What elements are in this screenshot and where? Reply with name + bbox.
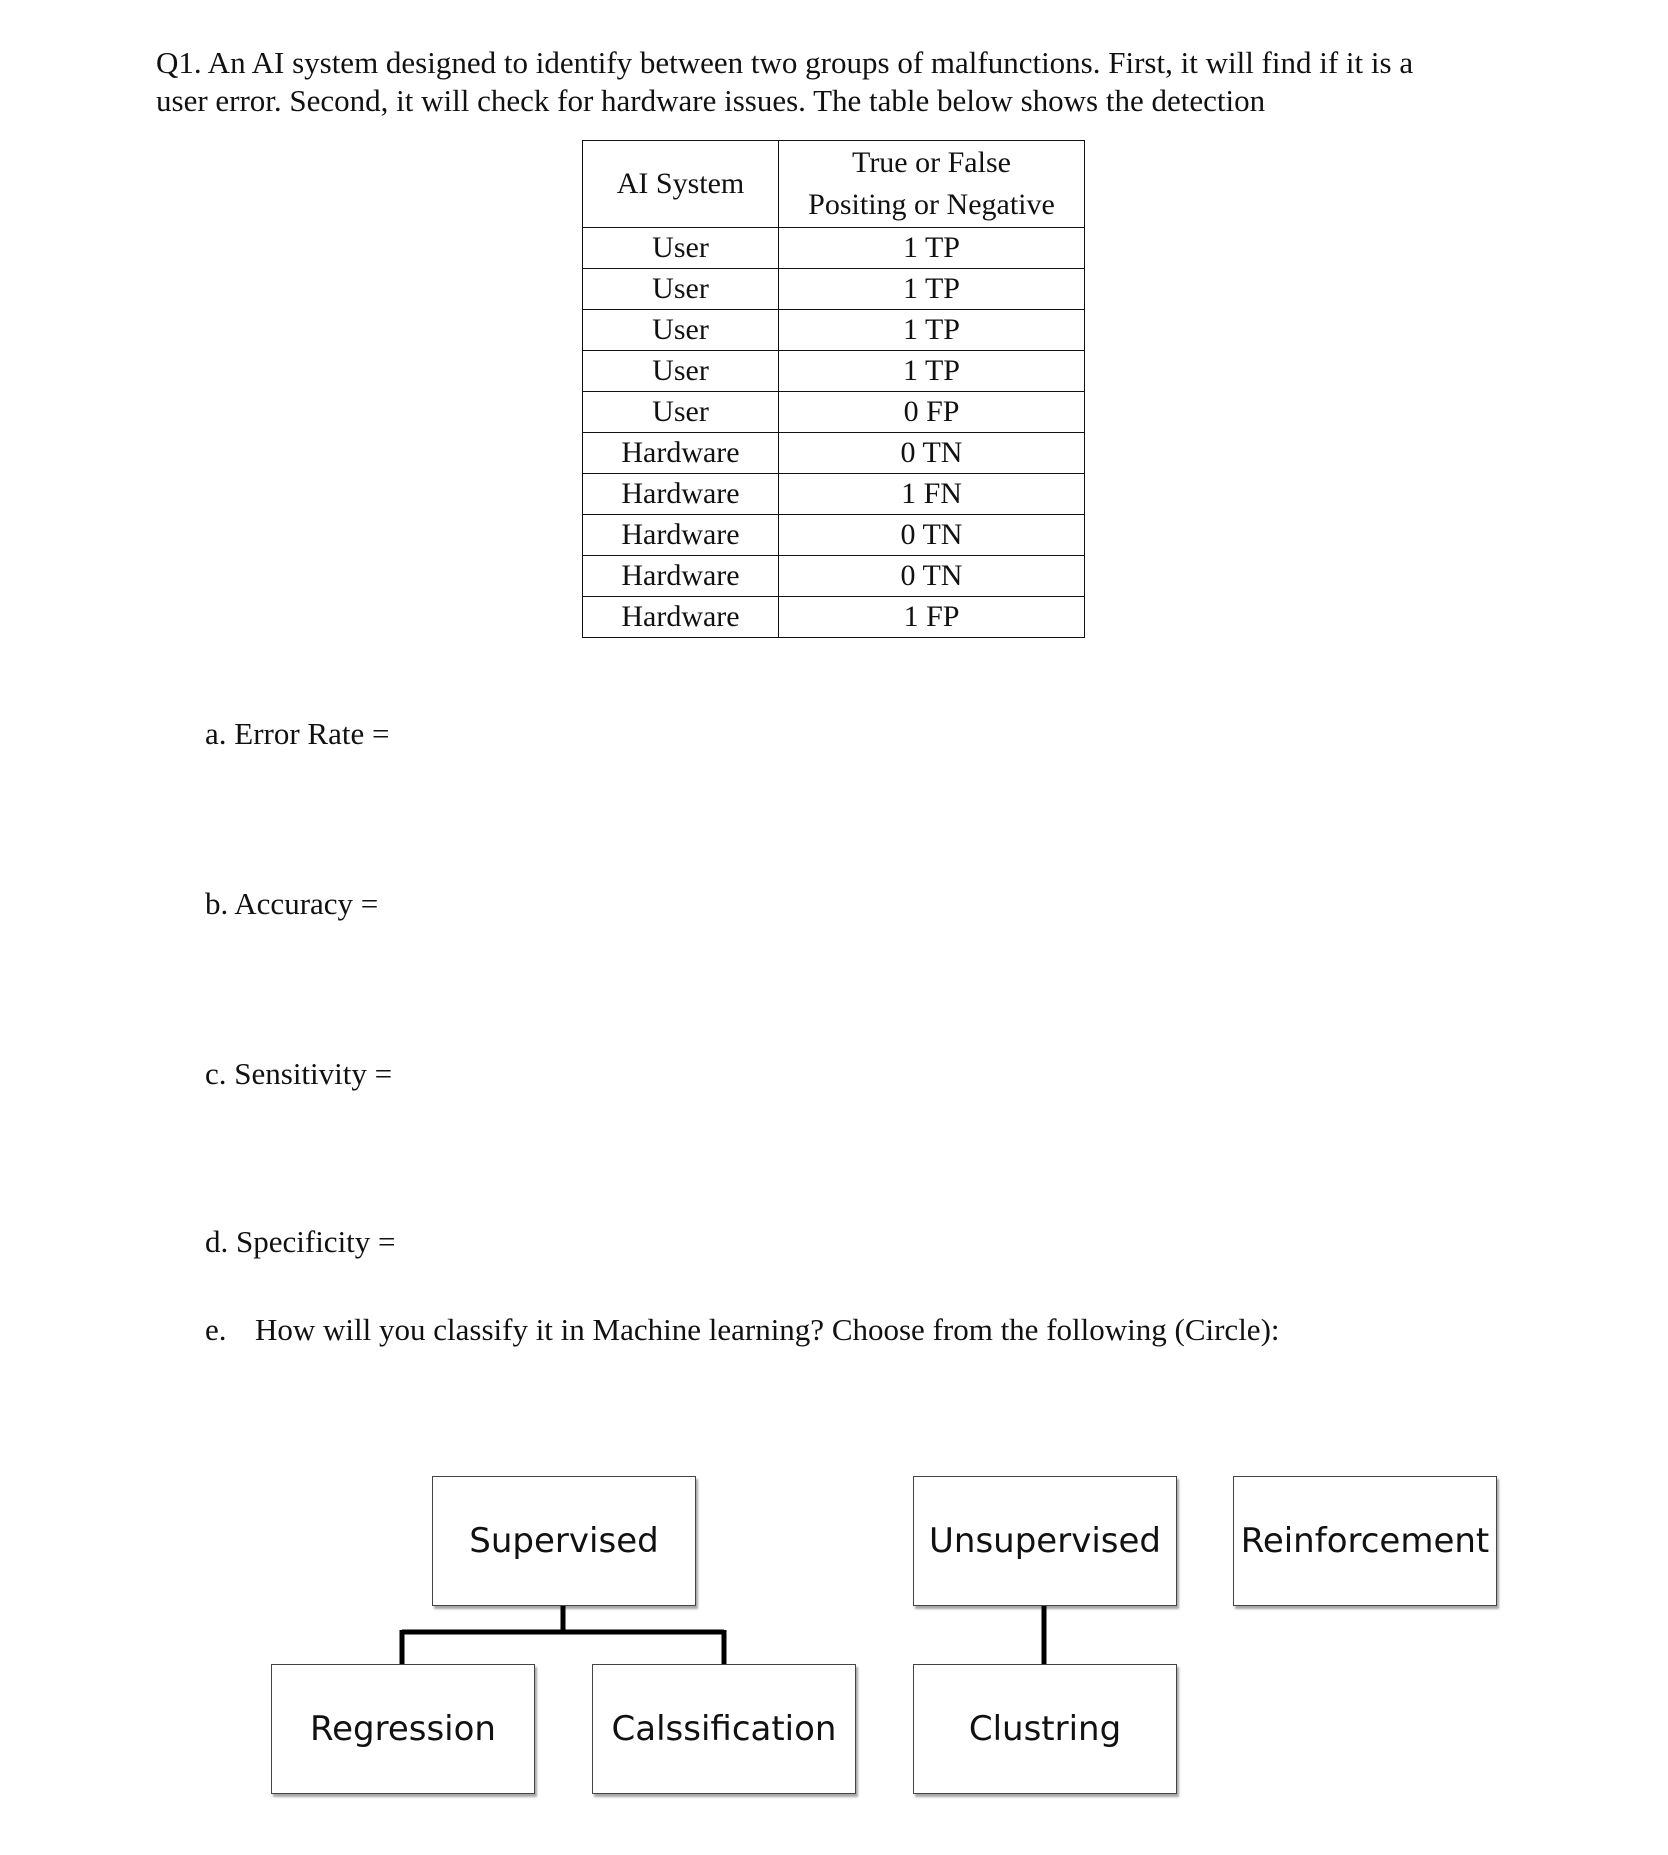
cell-result: 1 FP <box>779 597 1085 638</box>
table-row <box>583 392 1085 433</box>
cell-system: User <box>583 392 779 433</box>
cell-result: 1 FN <box>779 474 1085 515</box>
cell-system: User <box>583 269 779 310</box>
cell-system: Hardware <box>583 433 779 474</box>
header-line-2: Positing or Negative <box>808 188 1055 221</box>
detection-table <box>582 140 1085 638</box>
option-supervised[interactable]: Supervised <box>432 1476 696 1606</box>
cell-system: User <box>583 310 779 351</box>
option-reinforcement[interactable]: Reinforcement <box>1233 1476 1497 1606</box>
table-row <box>583 474 1085 515</box>
header-line-1: True or False <box>852 146 1011 179</box>
cell-result: 1 TP <box>779 351 1085 392</box>
cell-system: User <box>583 228 779 269</box>
cell-system: Hardware <box>583 556 779 597</box>
table-row <box>583 269 1085 310</box>
option-classification[interactable]: Calssification <box>592 1664 856 1794</box>
part-e-question <box>205 1312 1280 1348</box>
table-row <box>583 351 1085 392</box>
cell-result: 1 TP <box>779 269 1085 310</box>
part-e-text: How will you classify it in Machine learning? Choose from the following (Circle): <box>255 1312 1280 1347</box>
table-row <box>583 310 1085 351</box>
cell-result: 0 TN <box>779 433 1085 474</box>
part-b-accuracy: b. Accuracy = <box>205 886 379 921</box>
cell-system: User <box>583 351 779 392</box>
option-regression[interactable]: Regression <box>271 1664 535 1794</box>
option-unsupervised[interactable]: Unsupervised <box>913 1476 1177 1606</box>
table-header-row <box>583 141 1085 228</box>
question-text <box>156 44 1536 120</box>
cell-result: 0 TN <box>779 556 1085 597</box>
cell-system: Hardware <box>583 597 779 638</box>
table-row <box>583 228 1085 269</box>
table-row <box>583 433 1085 474</box>
question-line-2: user error. Second, it will check for hardware issues. The table below shows the detection <box>156 83 1266 118</box>
part-d-specificity: d. Specificity = <box>205 1224 396 1259</box>
cell-system: Hardware <box>583 515 779 556</box>
cell-result: 1 TP <box>779 228 1085 269</box>
part-c-sensitivity: c. Sensitivity = <box>205 1056 393 1091</box>
header-true-false <box>779 141 1085 228</box>
cell-result: 0 TN <box>779 515 1085 556</box>
part-a-error-rate: a. Error Rate = <box>205 716 390 751</box>
table-row <box>583 515 1085 556</box>
question-line-1: Q1. An AI system designed to identify between two groups of malfunctions. First, it will find if it is a <box>156 45 1414 80</box>
cell-result: 1 TP <box>779 310 1085 351</box>
table-row <box>583 556 1085 597</box>
header-ai-system: AI System <box>583 141 779 228</box>
cell-system: Hardware <box>583 474 779 515</box>
table-row <box>583 597 1085 638</box>
part-e-letter: e. <box>205 1312 227 1347</box>
option-clustering[interactable]: Clustring <box>913 1664 1177 1794</box>
cell-result: 0 FP <box>779 392 1085 433</box>
